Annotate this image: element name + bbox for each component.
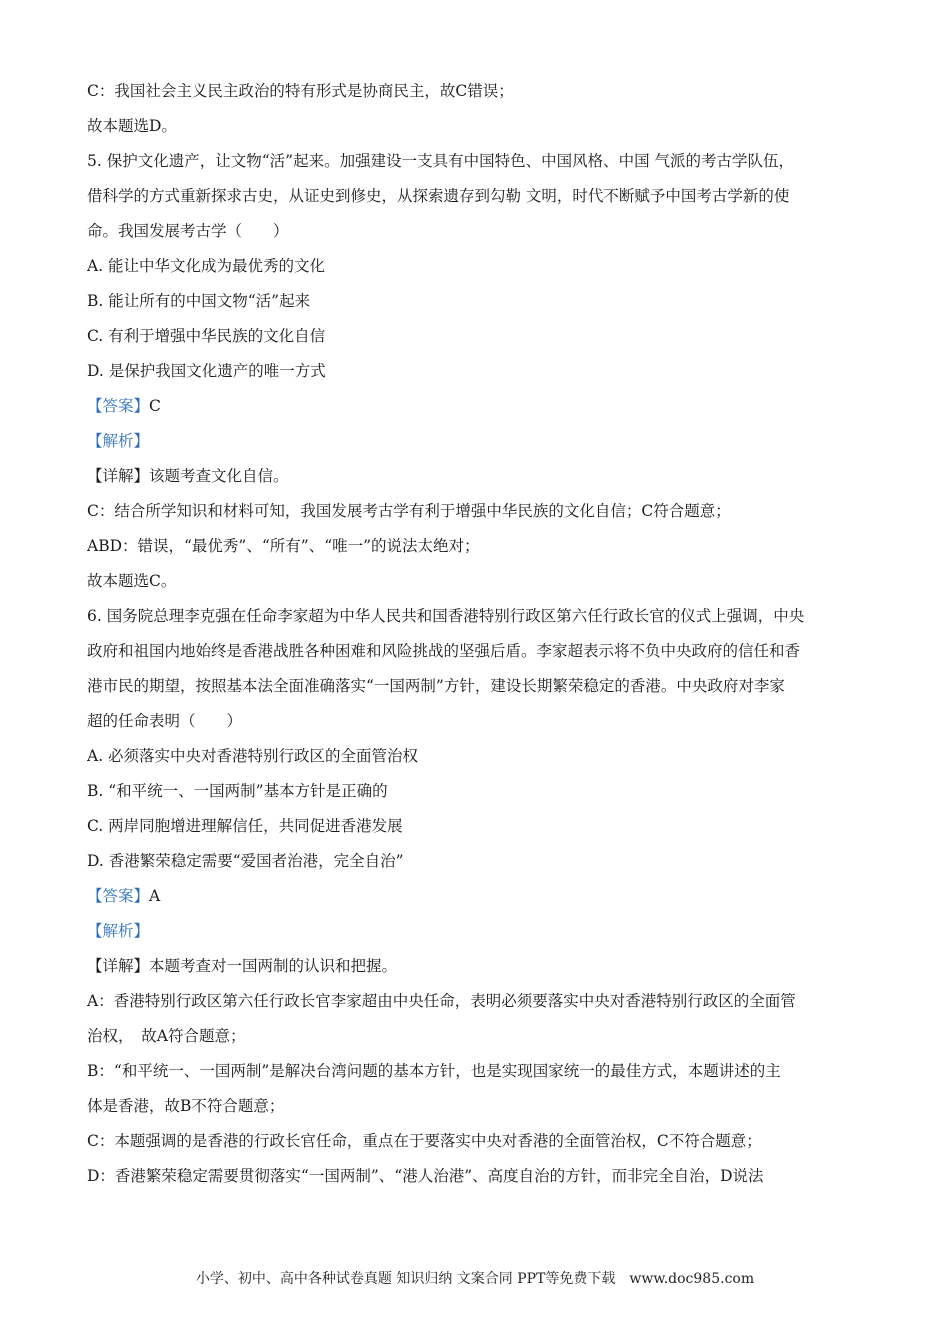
section-label: 【答案】 <box>87 887 150 905</box>
text-line <box>87 1054 867 1089</box>
text-line <box>87 984 867 1019</box>
text-line <box>87 914 867 949</box>
section-label: 【答案】 <box>87 397 150 415</box>
text-line <box>87 1089 867 1124</box>
text-line <box>87 319 867 354</box>
line-text: C <box>149 397 161 415</box>
line-text: 港市民的期望，按照基本法全面准确落实“一国两制”方针，建设长期繁荣稳定的香港。中央政府对李家 <box>87 677 785 695</box>
text-line <box>87 424 867 459</box>
line-text: 【详解】该题考查文化自信。 <box>87 467 289 485</box>
line-text: C. 两岸同胞增进理解信任，共同促进香港发展 <box>87 817 403 835</box>
text-line <box>87 564 867 599</box>
text-line <box>87 634 867 669</box>
line-text: 命。我国发展考古学（ ） <box>87 222 289 240</box>
text-line <box>87 1019 867 1054</box>
line-text: ABD：错误，“最优秀”、“所有”、“唯一”的说法太绝对； <box>87 537 480 555</box>
text-line <box>87 179 867 214</box>
text-line <box>87 389 867 424</box>
line-text: D：香港繁荣稳定需要贯彻落实“一国两制”、“港人治港”、高度自治的方针，而非完全自治，D说法 <box>87 1167 764 1185</box>
line-text: B. “和平统一、一国两制”基本方针是正确的 <box>87 782 388 800</box>
text-line <box>87 879 867 914</box>
text-line <box>87 774 867 809</box>
section-label: 【解析】 <box>87 432 150 450</box>
line-text: 体是香港，故B不符合题意； <box>87 1097 285 1115</box>
line-text: C. 有利于增强中华民族的文化自信 <box>87 327 326 345</box>
text-line <box>87 669 867 704</box>
footer-slogan: 小学、初中、高中各种试卷真题 知识归纳 文案合同 PPT等免费下载 <box>195 1271 616 1287</box>
text-line <box>87 284 867 319</box>
text-line <box>87 494 867 529</box>
line-text: D. 是保护我国文化遗产的唯一方式 <box>87 362 326 380</box>
text-line <box>87 529 867 564</box>
text-line <box>87 144 867 179</box>
text-line <box>87 739 867 774</box>
line-text: 治权， 故A符合题意； <box>87 1027 246 1045</box>
line-text: 政府和祖国内地始终是香港战胜各种困难和风险挑战的坚强后盾。李家超表示将不负中央政府的信任和香 <box>87 642 801 660</box>
document-body <box>87 74 867 1194</box>
text-line <box>87 949 867 984</box>
line-text: 故本题选C。 <box>87 572 177 590</box>
line-text: A. 能让中华文化成为最优秀的文化 <box>87 257 326 275</box>
line-text: 6. 国务院总理李克强在任命李家超为中华人民共和国香港特别行政区第六任行政长官的仪式上强调，中央 <box>87 607 805 625</box>
text-line <box>87 704 867 739</box>
text-line <box>87 214 867 249</box>
line-text: C：结合所学知识和材料可知，我国发展考古学有利于增强中华民族的文化自信；C符合题意； <box>87 502 731 520</box>
line-text: B. 能让所有的中国文物“活”起来 <box>87 292 311 310</box>
text-line <box>87 74 867 109</box>
line-text: C：本题强调的是香港的行政长官任命，重点在于要落实中央对香港的全面管治权，C不符合题意； <box>87 1132 762 1150</box>
line-text: 【详解】本题考查对一国两制的认识和把握。 <box>87 957 398 975</box>
section-label: 【解析】 <box>87 922 150 940</box>
line-text: 超的任命表明（ ） <box>87 712 243 730</box>
line-text: 借科学的方式重新探求古史，从证史到修史，从探索遗存到勾勒 文明，时代不断赋予中国考古学新的使 <box>87 187 790 205</box>
text-line <box>87 844 867 879</box>
line-text: A <box>149 887 161 905</box>
line-text: C：我国社会主义民主政治的特有形式是协商民主，故C错误； <box>87 82 514 100</box>
text-line <box>87 599 867 634</box>
footer-website-link[interactable]: www.doc985.com <box>629 1271 755 1287</box>
text-line <box>87 354 867 389</box>
text-line <box>87 1124 867 1159</box>
text-line <box>87 459 867 494</box>
text-line <box>87 109 867 144</box>
text-line <box>87 249 867 284</box>
line-text: 故本题选D。 <box>87 117 177 135</box>
line-text: D. 香港繁荣稳定需要“爱国者治港，完全自治” <box>87 852 404 870</box>
page-footer <box>0 1268 950 1288</box>
line-text: B：“和平统一、一国两制”是解决台湾问题的基本方针，也是实现国家统一的最佳方式，本题讲述的主 <box>87 1062 781 1080</box>
line-text: A. 必须落实中央对香港特别行政区的全面管治权 <box>87 747 419 765</box>
text-line <box>87 809 867 844</box>
line-text: 5. 保护文化遗产，让文物“活”起来。加强建设一支具有中国特色、中国风格、中国 气派的考古学队伍， <box>87 152 794 170</box>
line-text: A：香港特别行政区第六任行政长官李家超由中央任命，表明必须要落实中央对香港特别行政区的全面管 <box>87 992 796 1010</box>
text-line <box>87 1159 867 1194</box>
